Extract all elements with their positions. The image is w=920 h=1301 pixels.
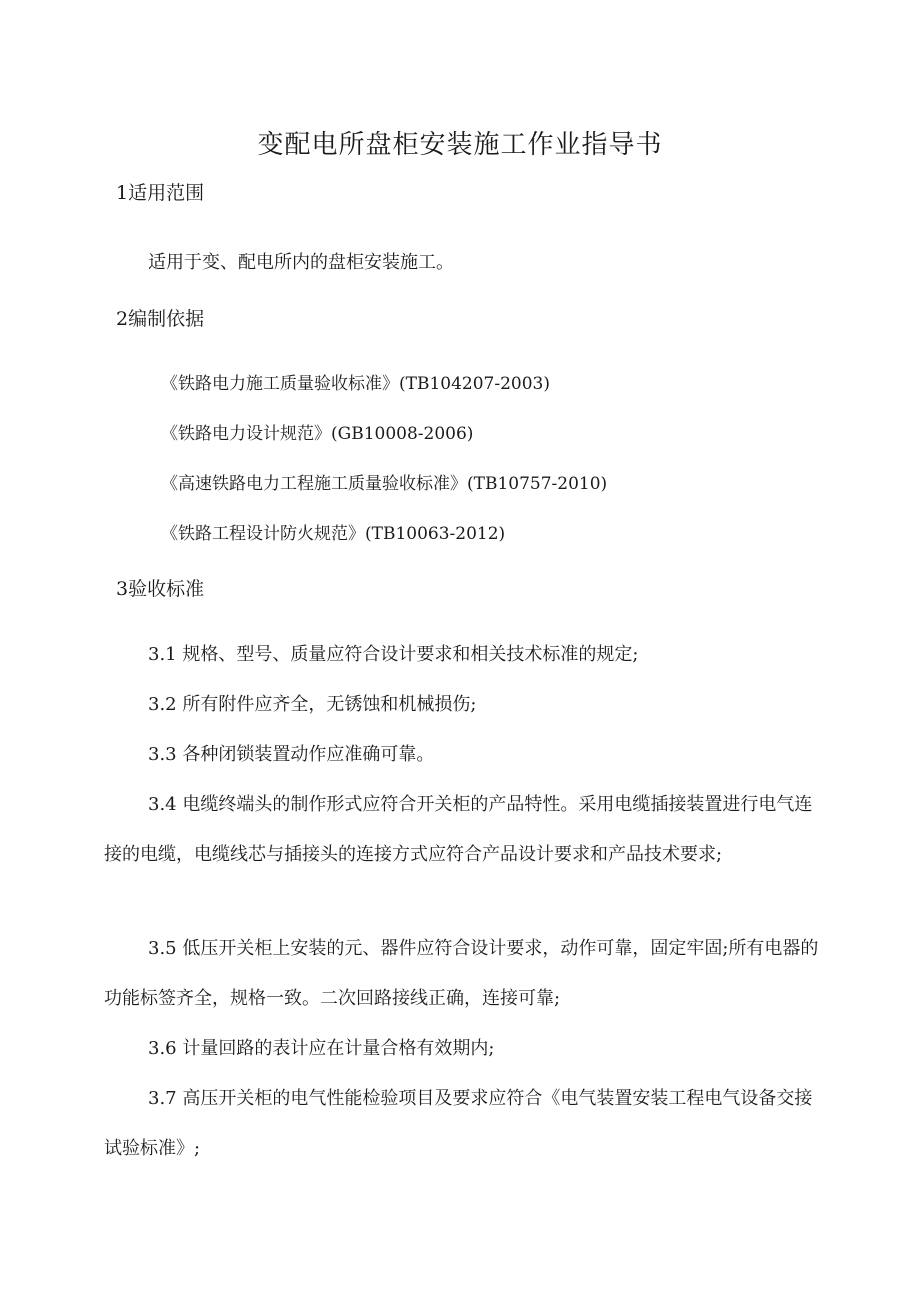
section-heading-basis: 2编制依据 [116,308,205,330]
acceptance-item: 3.5 低压开关柜上安装的元、器件应符合设计要求，动作可靠，固定牢固;所有电器的功能标签齐全，规格一致。二次回路接线正确，连接可靠; [104,938,819,1009]
acceptance-item: 3.1 规格、型号、质量应符合设计要求和相关技术标准的规定; [148,644,639,665]
reference-item: 《铁路电力设计规范》(GB10008-2006) [161,424,474,444]
acceptance-item: 3.2 所有附件应齐全，无锈蚀和机械损伤; [148,694,477,715]
scope-paragraph: 适用于变、配电所内的盘柜安装施工。 [148,252,454,273]
section-heading-scope: 1适用范围 [116,182,205,204]
reference-item: 《铁路电力施工质量验收标准》(TB104207-2003) [161,374,550,394]
acceptance-item: 3.7 高压开关柜的电气性能检验项目及要求应符合《电气装置安装工程电气设备交接试验标准》; [104,1088,813,1159]
acceptance-item: 3.4 电缆终端头的制作形式应符合开关柜的产品特性。采用电缆插接装置进行电气连接的电缆，电缆线芯与插接头的连接方式应符合产品设计要求和产品技术要求; [104,794,813,865]
acceptance-item: 3.6 计量回路的表计应在计量合格有效期内; [148,1038,495,1059]
section-heading-acceptance: 3验收标准 [116,578,205,600]
acceptance-item: 3.3 各种闭锁装置动作应准确可靠。 [148,744,435,765]
document-title: 变配电所盘柜安装施工作业指导书 [257,130,663,160]
reference-item: 《铁路工程设计防火规范》(TB10063-2012) [161,524,506,544]
reference-item: 《高速铁路电力工程施工质量验收标准》(TB10757-2010) [161,474,608,494]
reference-list [0,364,607,564]
